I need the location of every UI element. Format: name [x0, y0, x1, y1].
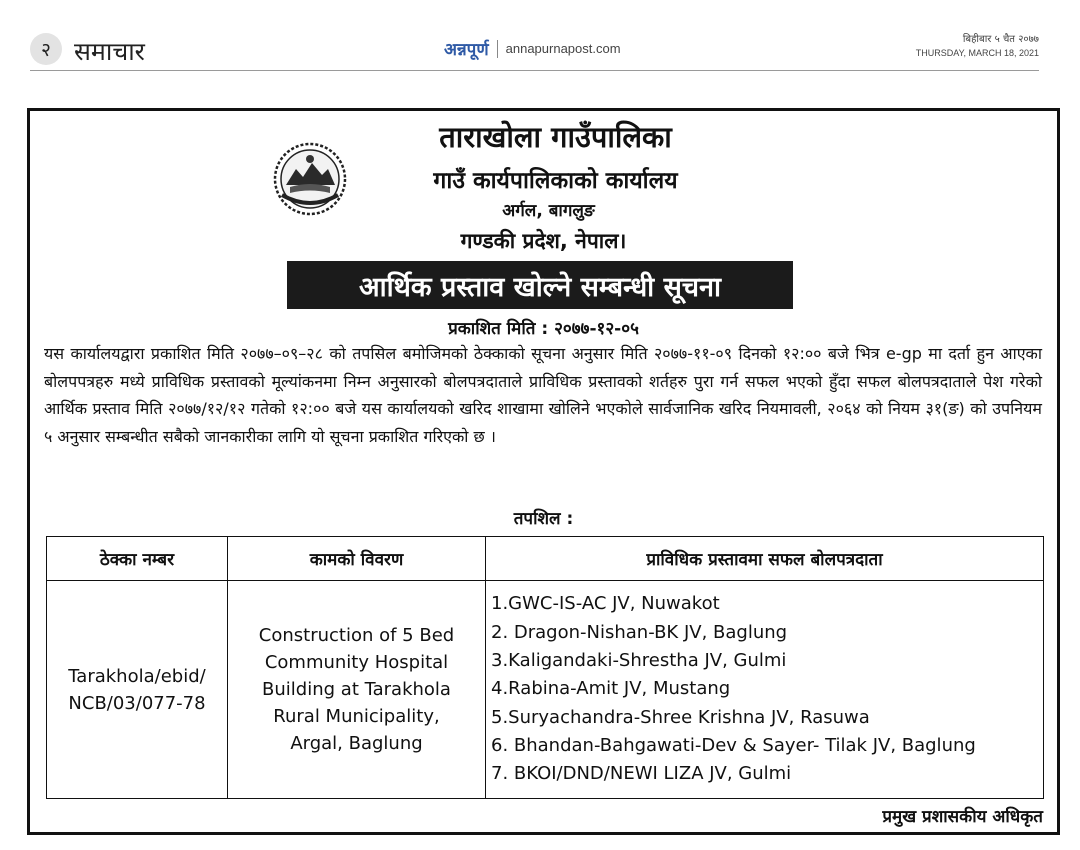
- published-date: प्रकाशित मिति : २०७७-१२-०५: [448, 319, 639, 339]
- list-item: 3.Kaligandaki-Shrestha JV, Gulmi: [491, 650, 787, 672]
- date-english: THURSDAY, MARCH 18, 2021: [915, 48, 1039, 58]
- masthead-divider: [497, 40, 498, 58]
- list-item: 7. BKOI/DND/NEWI LIZA JV, Gulmi: [491, 763, 792, 785]
- signatory-title: प्रमुख प्रशासकीय अधिकृत: [882, 807, 1043, 827]
- work-description-cell: [228, 581, 486, 799]
- contract-number-cell: [47, 581, 228, 799]
- office-name: गाउँ कार्यपालिकाको कार्यालय: [433, 168, 678, 194]
- bidders-list: [486, 590, 1043, 788]
- list-item: 5.Suryachandra-Shree Krishna JV, Rasuwa: [491, 706, 870, 728]
- work-description-line: Community Hospital: [264, 652, 449, 673]
- province-line: गण्डकी प्रदेश, नेपाल।: [460, 229, 627, 253]
- column-header-work-description: कामको विवरण: [228, 537, 486, 581]
- organization-name: ताराखोला गाउँपालिका: [439, 120, 672, 154]
- successful-bidders-cell: [486, 581, 1044, 799]
- column-header-contract-no: ठेक्का नम्बर: [47, 537, 228, 581]
- bidders-table: [46, 536, 1044, 799]
- list-item: 2. Dragon-Nishan-BK JV, Baglung: [491, 621, 788, 643]
- column-header-successful-bidders: प्राविधिक प्रस्तावमा सफल बोलपत्रदाता: [486, 537, 1044, 581]
- masthead: [444, 37, 621, 60]
- website-url: annapurnapost.com: [505, 41, 621, 56]
- list-item: 6. Bhandan-Bahgawati-Dev & Sayer- Tilak JV, Baglung: [491, 734, 976, 756]
- date-nepali: बिहीबार ५ चैत २०७७: [962, 34, 1039, 45]
- header-rule: [30, 70, 1039, 71]
- office-location: अर्गल, बागलुङ: [502, 201, 595, 221]
- table-row: [47, 581, 1044, 799]
- public-notice: [27, 108, 1060, 835]
- section-name: समाचार: [74, 37, 145, 66]
- table-header-row: [47, 537, 1044, 581]
- notice-body: यस कार्यालयद्वारा प्रकाशित मिति २०७७–०९–२८ को तपसिल बमोजिमको ठेक्काको सूचना अनुसार मिति २०७७-११-०९ दिनको १२:०० बजे भित्र e-gp मा दर्ता हुन आएका बोलपपत्रहरु मध्ये प्राविधिक प्रस्तावको मूल्यांकनमा निम्न अनुसारको बोलपत्रदाताले प्राविधिक प्रस्तावको शर्तहरु पुरा गर्न सफल भएको हुँदा सफल बोलपत्रदाताले पेश गरेको आर्थिक प्रस्ताव मिति २०७७/१२/१२ गतेको १२:०० बजे यस कार्यालयको खरिद शाखामा खोलिने भएकोले सार्वजानिक खरिद नियमावली, २०६४ को नियम ३१(ङ) को उपनियम ५ अनुसार सम्बन्धीत सबैको जानकारीका लागि यो सूचना प्रकाशित गरिएको छ ।: [44, 344, 1042, 446]
- work-description-line: Construction of 5 Bed: [258, 625, 455, 646]
- table-caption: तपशिल :: [513, 509, 574, 529]
- work-description-line: Argal, Baglung: [290, 733, 423, 754]
- notice-title: आर्थिक प्रस्ताव खोल्ने सम्बन्धी सूचना: [359, 271, 721, 303]
- contract-number-line: Tarakhola/ebid/: [68, 665, 206, 687]
- list-item: 1.GWC-IS-AC JV, Nuwakot: [491, 593, 720, 615]
- page-number-badge: २: [30, 33, 62, 65]
- work-description-line: Building at Tarakhola: [262, 679, 451, 700]
- newspaper-header: [0, 0, 1080, 72]
- contract-number-line: NCB/03/077-78: [68, 692, 206, 714]
- list-item: 4.Rabina-Amit JV, Mustang: [491, 678, 731, 700]
- work-description-line: Rural Municipality,: [273, 706, 440, 727]
- newspaper-logo-text: अन्नपूर्ण: [444, 40, 489, 60]
- notice-title-banner: [287, 261, 793, 309]
